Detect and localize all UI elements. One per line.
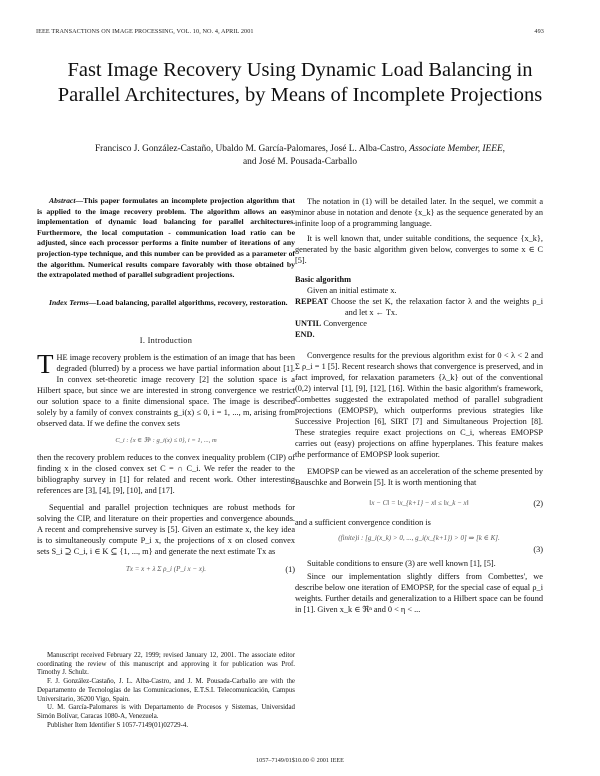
- right-paragraph-4: EMOPSP can be viewed as an acceleration of the scheme presented by Bauschke and Borwein [5]. It is worth mentioning that: [295, 467, 543, 487]
- algorithm-repeat-text: Choose the set K, the relaxation factor λ and the weights ρ_i and let x ← Tx.: [331, 297, 543, 317]
- right-paragraph-3: Convergence results for the previous algorithm exist for 0 < λ < 2 and Σ ρ_i = 1 [5]. Recent research shows that convergence is preserved, and in fact improved, for relaxation parameters {λ_k} out of the conventional (0,2) interval [1], [9], [12], [16]. Within the basic algorithm's framework, Combettes suggested the extrapolated method of parallel subgradient projections (EMOPSP), which outperforms previous strategies like Successive Projection [6], SIRT [7] and Simultaneous Projection [8]. These strategies require exact projections on C_i, whereas EMOPSP carries out (easy) projections on affine hyperplanes. This feature makes the performance of EMOPSP look superior.: [295, 351, 543, 459]
- paper-title: Fast Image Recovery Using Dynamic Load Balancing in Parallel Architectures, by Means of Incomplete Projections: [57, 59, 543, 106]
- algorithm-end: END.: [295, 330, 315, 339]
- equation-3-text: (finite)i : [g_i(x_k) > 0, ..., g_i(x_{k+1}) > 0] ⇒ [k ∈ K].: [338, 534, 500, 542]
- abstract: [37, 196, 295, 281]
- introduction-body: [37, 349, 295, 583]
- equation-1-number: (1): [285, 565, 295, 574]
- equation-1-text: Tx = x + λ Σ ρ_i (P_i x − x).: [125, 565, 207, 573]
- equation-text: C_i : {x ∈ ℜⁿ : g_i(x) ≤ 0}, i = 1, ..., m: [115, 437, 217, 444]
- page-number: 493: [534, 28, 544, 35]
- abstract-text: This paper formulates an incomplete projection algorithm that is applied to the image recovery problem. The algorithm allows an easy implementation of dynamic load balancing for parallel architectures. Furthermore, the local computation - communication load ratio can be adjusted, since each processor performs a finite number of iterations of any projection-type technique, and this number can be provided as a parameter of the algorithm. Numerical results compare favorably with those obtained by the extrapolated method of parallel subgradient projections.: [37, 196, 295, 280]
- abstract-label: Abstract—: [49, 196, 84, 205]
- equation-2-number: (2): [533, 499, 543, 508]
- intro-paragraph-2: then the recovery problem reduces to the convex inequality problem (CIP) of finding x in the closed convex set C = ∩ C_i. We refer the reader to the bibliography survey in [1] for related and recent work. Other interesting references are [3], [4], [9], [10], and [17].: [37, 453, 295, 495]
- right-paragraph-6: Suitable conditions to ensure (3) are well known [1], [5].: [307, 559, 496, 568]
- footnotes: [37, 652, 295, 730]
- author-line-2: and José M. Pousada-Carballo: [242, 156, 358, 167]
- keyword-repeat: REPEAT: [295, 297, 329, 306]
- copyright-footer: 1057–7149/01$10.00 © 2001 IEEE: [256, 757, 344, 764]
- running-header: IEEE TRANSACTIONS ON IMAGE PROCESSING, VOL. 10, NO. 4, APRIL 2001: [36, 28, 254, 35]
- basic-algorithm: [295, 274, 543, 340]
- right-paragraph-1: The notation in (1) will be detailed later. In the sequel, we commit a minor abuse in notation and denote {x_k} as the sequence generated by an infinite loop of a programming language.: [295, 197, 543, 228]
- drop-cap: T: [37, 349, 54, 379]
- right-paragraph-7: Since our implementation slightly differs from Combettes', we describe below one iteration of EMOPSP, for the special case of equal ρ_i weights. Further details and generalization to a Hilbert space can be found in [1]. Given x_k ∈ ℜⁿ and 0 < η < ...: [295, 572, 543, 614]
- footnote-affiliation-1: F. J. González-Castaño, J. L. Alba-Castro, and J. M. Pousada-Carballo are with the Departamento de Tecnologías de las Comunicaciones, E.T.S.I. Telecomunicación, Campus Universitario, 36200 Vigo, Spain.: [37, 678, 295, 703]
- algorithm-repeat: [295, 296, 543, 318]
- equation-3: [295, 531, 543, 555]
- algorithm-until-text: Convergence: [323, 319, 367, 328]
- index-terms-text: Load balancing, parallel algorithms, recovery, restoration.: [96, 298, 288, 307]
- index-terms-label: Index Terms—: [49, 298, 97, 307]
- intro-paragraph-1: HE image recovery problem is the estimation of an image that has been degraded (blurred) by a process we have partial information about [1]. In convex set-theoretic image recovery [2] the solution space is a Hilbert space, but since we are interested in strong convergence we restrict our solution space to a finite dimensional space. The image is described solely by a family of convex constraints g_i(x) ≤ 0, i = 1, ..., m, arising from observed data. If we define the convex sets: [37, 353, 295, 428]
- footnote-affiliation-2: U. M. García-Palomares is with Departamento de Procesos y Sistemas, Universidad Simón Bolívar, Caracas 1080-A, Venezuela.: [37, 704, 295, 720]
- equation-2-text: ‖x − C‖ = ‖x_{k+1} − x‖ ≤ ‖x_k − x‖: [369, 499, 469, 507]
- keyword-until: UNTIL: [295, 319, 322, 328]
- right-paragraph-2: It is well known that, under suitable conditions, the sequence {x_k}, generated by the basic algorithm given below, converges to some x ∈ C [5].: [295, 234, 543, 265]
- right-paragraph-5: and a sufficient convergence condition is: [295, 518, 431, 527]
- equation-1: [37, 560, 295, 580]
- footnote-publisher-id: Publisher Item Identifier S 1057-7149(01)02729-4.: [47, 721, 189, 729]
- author-role: Associate Member, IEEE,: [409, 144, 506, 154]
- intro-paragraph-3: Sequential and parallel projection techniques are robust methods for solving the CIP, and literature on their properties and convergence abounds. A recent and comprehensive survey is [5]. Given an estimate x, the key idea is to simultaneously compute P_i x, the projections of x on closed convex sets S_i ⊇ C_i, i ∈ K ⊆ {1, ..., m} and generate the next estimate Tx as: [37, 503, 295, 556]
- section-heading: I. Introduction: [139, 336, 193, 345]
- right-column: [295, 196, 543, 615]
- equation-3-number: (3): [533, 545, 543, 554]
- equation-convex-sets: [37, 432, 295, 449]
- algorithm-title: Basic algorithm: [295, 275, 351, 284]
- algorithm-until: [295, 318, 543, 329]
- footnote-manuscript: Manuscript received February 22, 1999; revised January 12, 2001. The associate editor coordinating the review of this manuscript and approving it for publication was Prof. Timothy J. Schulz.: [37, 652, 295, 677]
- algorithm-given: Given an initial estimate x.: [307, 286, 397, 295]
- equation-2: [295, 494, 543, 514]
- index-terms: [37, 298, 295, 309]
- author-block: [40, 143, 560, 168]
- author-line-1: Francisco J. González-Castaño, Ubaldo M. García-Palomares, José L. Alba-Castro,: [94, 144, 407, 154]
